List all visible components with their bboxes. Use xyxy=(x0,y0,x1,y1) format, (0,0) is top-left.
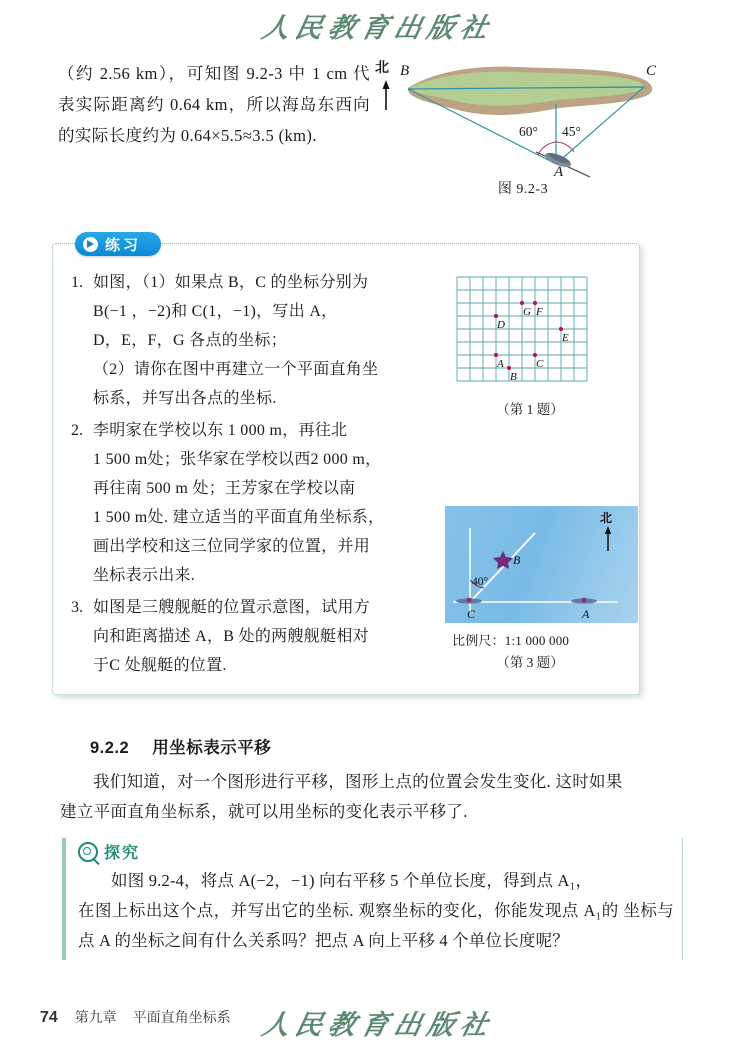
exercise-badge xyxy=(75,232,161,256)
figure-3-scale: 比例尺：1:1 000 000 xyxy=(452,633,570,648)
question-line: 画出学校和这三位同学家的位置，并用 xyxy=(93,538,371,555)
exercise-question-2 xyxy=(71,416,441,590)
point-label-a-923: A xyxy=(554,164,564,180)
section-title: 用坐标表示平移 xyxy=(152,739,272,757)
figure-9-2-3 xyxy=(375,52,668,182)
ship-label-c: C xyxy=(467,607,476,621)
question-line: 1 500 m处. 建立适当的平面直角坐标系， xyxy=(93,509,385,526)
question-line: 如图，（1）如果点 B，C 的坐标分别为 xyxy=(93,274,369,291)
top-paragraph xyxy=(58,58,370,151)
exercise-question-list xyxy=(71,268,441,683)
north-label-fig3: 北 xyxy=(600,511,613,525)
grid-label-d: D xyxy=(497,319,505,331)
section-heading xyxy=(90,734,271,758)
exercise-question-3 xyxy=(71,593,441,680)
coordinate-grid-svg xyxy=(455,275,595,393)
exercise-badge-label: 练习 xyxy=(105,237,142,254)
grid-label-f: F xyxy=(536,306,543,318)
question-line: 再往南 500 m 处；王芳家在学校以南 xyxy=(93,480,356,497)
question-line: （2）请你在图中再建立一个平面直角坐 xyxy=(93,361,379,378)
question-line: 李明家在学校以东 1 000 m，再往北 xyxy=(93,422,348,439)
point-label-c-923: C xyxy=(646,63,657,79)
grid-label-a: A xyxy=(497,358,504,370)
question-line: D，E，F，G 各点的坐标； xyxy=(93,332,287,349)
inquiry-line: 如图 9.2-4，将点 A(−2，−1) 向右平移 5 个单位长度，得到点 A₁， xyxy=(111,871,593,890)
question-number: 3. xyxy=(71,599,83,616)
section-number: 9.2.2 xyxy=(90,739,130,757)
figure-caption-9-2-3: 图 9.2-3 xyxy=(497,182,549,197)
ships-angle-label: 40° xyxy=(472,576,489,588)
point-label-b-923: B xyxy=(400,63,410,79)
grid-label-c: C xyxy=(536,358,544,370)
question-text xyxy=(93,416,384,590)
magnifier-circle-icon xyxy=(78,842,98,862)
angle-label-60: 60° xyxy=(519,124,538,139)
question-line: 向和距离描述 A，B 处的两艘舰艇相对 xyxy=(93,628,369,645)
publisher-logo-top: 人民教育出版社 xyxy=(259,13,497,43)
question-line: 1 500 m处；张华家在学校以西2 000 m， xyxy=(93,451,382,468)
ship-label-a: A xyxy=(582,607,590,621)
exercise-question-1 xyxy=(71,268,441,413)
footer-chapter: 第九章 xyxy=(74,1009,117,1025)
inquiry-heading xyxy=(78,840,140,863)
figure-1-caption: （第 1 题） xyxy=(496,402,564,417)
play-bubble-icon xyxy=(83,237,98,252)
section-paragraph-line: 我们知道，对一个图形进行平移，图形上点的位置会发生变化. 这时如果 xyxy=(93,772,623,791)
figure-question-1 xyxy=(455,275,595,398)
question-number: 2. xyxy=(71,422,83,439)
page-number: 74 xyxy=(40,1009,58,1026)
question-line: 如图是三艘舰艇的位置示意图，试用方 xyxy=(93,599,371,616)
section-paragraph xyxy=(60,767,680,827)
inquiry-label: 探究 xyxy=(104,845,141,862)
inquiry-line: 在图上标出这个点，并写出它的坐标. 观察坐标的变化，你能发现点 A₁的 xyxy=(78,901,619,920)
angle-label-45: 45° xyxy=(562,124,581,139)
section-paragraph-line: 建立平面直角坐标系，就可以用坐标的变化表示平移了. xyxy=(60,802,468,821)
top-paragraph-line: 的实际长度约为 0.64×5.5≈3.5 (km). xyxy=(58,126,317,145)
question-line: 标系，并写出各点的坐标. xyxy=(93,390,277,407)
question-text xyxy=(93,593,370,680)
publisher-logo-bottom: 人民教育出版社 xyxy=(259,1010,497,1040)
grid-label-b: B xyxy=(510,371,517,383)
figure-3-caption: （第 3 题） xyxy=(496,655,564,670)
island-diagram-svg xyxy=(378,52,668,182)
question-number: 1. xyxy=(71,274,83,291)
question-line: 于C 处舰艇的位置. xyxy=(93,657,227,674)
inquiry-box xyxy=(62,838,683,960)
north-label-923: 北 xyxy=(375,61,389,76)
inquiry-text xyxy=(78,866,674,956)
figure-question-3 xyxy=(445,506,638,623)
top-paragraph-line: 表实际距离约 0.64 km，所以海岛东西向 xyxy=(58,95,370,114)
question-text xyxy=(93,268,378,413)
page-footer xyxy=(40,1007,231,1027)
ships-diagram-svg xyxy=(445,506,638,623)
grid-label-e: E xyxy=(562,332,569,344)
question-line: B(−1 ，−2)和 C(1，−1)，写出 A， xyxy=(93,303,338,320)
footer-chapter-title: 平面直角坐标系 xyxy=(132,1009,231,1025)
ship-label-b: B xyxy=(513,553,521,567)
question-line: 坐标表示出来. xyxy=(93,567,196,584)
grid-label-g: G xyxy=(523,306,531,318)
top-paragraph-line: （约 2.56 km），可知图 9.2-3 中 1 cm 代 xyxy=(58,64,370,83)
inquiry-line: 坐标与点 A 的坐标之间有什么关系吗？把点 A 向上平移 4 个单位长度呢？ xyxy=(78,901,674,950)
